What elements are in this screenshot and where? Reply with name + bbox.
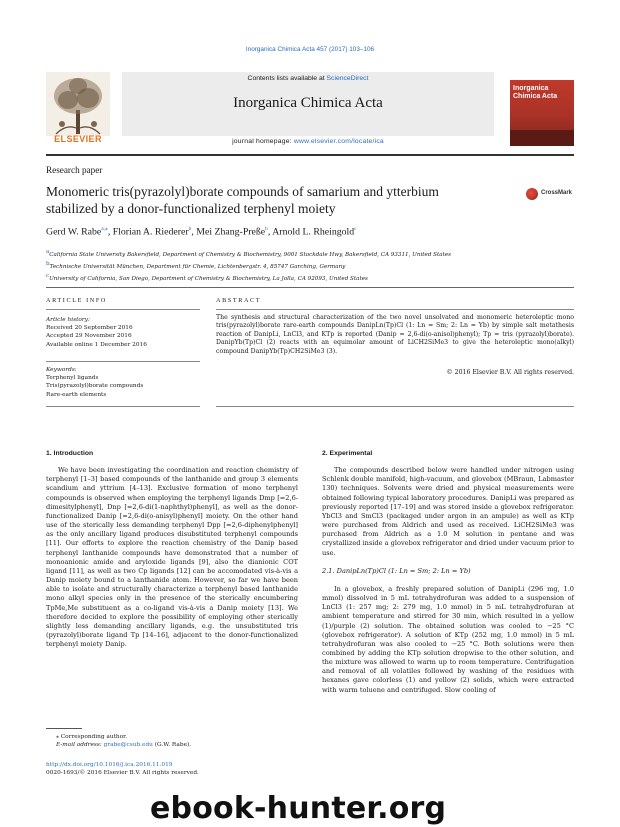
introduction-paragraph: We have been investigating the coordination and reaction chemistry of terphenyl [1–3] based compounds of the lanthanide and group 3 elements scandium and yttrium [4–13]. Exclusive formation of mono terphenyl compounds is observed when employing the terphenyl ligands Dmp [=2,6-dimesitylphenyl], Dnp [=2,6-di(1-naphthyl)phenyl], as well as the donor-functionalized Danip [=2,6-di(o-anisyl)phenyl] moiety. On the other hand use of the sterically less demanding terphenyl Dpp [=2,6-diphenylphenyl] as the only ancillary ligand produces disubstituted terphenyl compounds [11]. Our efforts to explore the reaction chemistry of the Danip based terphenyl lanthanide compounds have demonstrated that a number of monoanionic amide and aryloxide ligands [9], also the dianionic COT ligand [11], as well as two Cp ligands [12] can be accomodated vis-à-vis a Danip moiety bound to a lanthanide atom. However, so far we have been able to isolate and structurally characterize a terphenyl based lanthanide mono alkyl species only in the presence of the sterically encumbering TpMe,Me substituent as a co-ligand vis-à-vis a Danip moiety [13]. We therefore decided to explore the possibility of employing other sterically slightly less demanding ancillary ligands, e.g. the unsubstituted tris (pyrazolyl)borate ligand Tp [14–16], adjacent to the donor-functionalized terphenyl moiety Danip.: [46, 466, 298, 649]
homepage-link[interactable]: www.elsevier.com/locate/ica: [293, 138, 384, 145]
experimental-paragraph: The compounds described below were handled under nitrogen using Schlenk double manifold, high-vacuum, and glovebox (MBraun, Labmaster 130) techniques. Solvents were dried and physical measurements were obtained following typical laboratory procedures. DanipLi was prepared as previously reported [17–19] and was stored inside a glovebox refrigerator. YbCl3 and SmCl3 (packaged under argon in an ampule) as well as KTp were purchased from Aldrich and used as received. LiCH2SiMe3 was purchased from Aldrich as a 1.0 M solution in pentane and was crystallized inside a glovebox refrigerator and dried under vacuum prior to use.: [322, 466, 574, 557]
author-separator: ,: [267, 226, 273, 238]
email-link[interactable]: grabe@csub.edu: [103, 742, 153, 748]
article-info-heading: ARTICLE INFO: [46, 297, 107, 304]
affiliation-divider: [46, 287, 574, 288]
introduction-column: [46, 449, 298, 649]
abstract-text: The synthesis and structural characterization of the two novel unsolvated and monomeric heteroleptic mono tris(pyrazolyl)borate rare-earth compounds DanipLn(Tp)Cl (1: Ln = Sm; 2: Ln = Yb) by simple salt metathesis reaction of DanipLi, LnCl3, and KTp is reported (Danip = 2,6-di(o-anisol)phenyl); Tp = tris (pyrazolyl)borate). DanipYb(Tp)Cl (2) reacts with an equimolar amount of LiCH2SiMe3 to give the heteroleptic mono(alkyl) compound DanipYb(Tp)CH2SiMe3 (3).: [216, 314, 574, 355]
history-entry: Accepted 29 November 2016: [46, 333, 132, 340]
author-name[interactable]: Florian A. Riederer: [112, 226, 189, 238]
author-separator: ,: [191, 226, 197, 238]
journal-name: Inorganica Chimica Acta: [233, 95, 383, 111]
affiliation-text: University of California, San Diego, Department of Chemistry & Biochemistry, La Jolla, CA 92093, United States: [49, 275, 368, 282]
email-label: E-mail address:: [56, 742, 104, 748]
watermark: ebook-hunter.org: [150, 791, 447, 826]
history-label: Article history:: [46, 317, 90, 323]
email-suffix: (G.W. Rabe).: [152, 742, 192, 748]
crossmark-label: CrossMark: [541, 190, 573, 196]
author-separator: ,: [107, 226, 113, 238]
author-name[interactable]: Mei Zhang-Preße: [196, 226, 266, 238]
article-title: Monomeric tris(pyrazolyl)borate compounds of samarium and ytterbium stabilized by a donor-functionalized terphenyl moiety: [46, 184, 439, 216]
abstract-divider: [216, 406, 574, 407]
keyword: Terphenyl ligands: [46, 375, 99, 382]
homepage-line: [122, 138, 494, 145]
homepage-prefix: journal homepage:: [232, 138, 294, 145]
author-name[interactable]: Gerd W. Rabe: [46, 226, 102, 238]
sciencedirect-link[interactable]: ScienceDirect: [326, 75, 369, 82]
crossmark-badge[interactable]: [526, 188, 574, 202]
contents-prefix: Contents lists available at: [247, 75, 327, 82]
article-info-divider: [46, 309, 200, 310]
affiliation-mark: b: [46, 261, 50, 268]
header-divider: [46, 154, 574, 156]
affiliation-mark: c: [46, 273, 50, 280]
keyword: Rare-earth elements: [46, 391, 107, 398]
affiliation-list: [46, 248, 574, 284]
contents-line: [122, 75, 494, 82]
affiliation-text: Technische Universität München, Department für Chemie, Lichtenbergstr. 4, 85747 Garching, Germany: [49, 263, 346, 270]
author-list: [46, 226, 357, 237]
corresponding-author-note: ⁎ Corresponding author.: [56, 734, 128, 740]
affiliation-text: California State University Bakersfield, Department of Chemistry & Biochemistry, 9001 Stockdale Hwy, Bakersfield, CA 93311, United States: [49, 251, 452, 258]
history-entry: Available online 1 December 2016: [46, 341, 147, 348]
keyword: Tris(pyrazolyl)borate compounds: [46, 383, 144, 390]
experimental-heading: 2. Experimental: [322, 450, 373, 457]
journal-header: [46, 64, 574, 152]
affiliation-item: [46, 272, 574, 284]
author-affiliation-mark[interactable]: b: [265, 226, 268, 232]
article-info-divider: [46, 406, 200, 407]
abstract-divider: [216, 309, 574, 310]
experimental-column: [322, 449, 574, 695]
email-line: [46, 741, 298, 749]
cover-title: Inorganica Chimica Acta: [513, 85, 558, 100]
article-type: Research paper: [46, 165, 103, 175]
cover-strip: [510, 130, 574, 146]
author-name[interactable]: Arnold L. Rheingold: [272, 226, 355, 238]
author-affiliation-mark[interactable]: b: [188, 226, 192, 232]
article-info-divider: [46, 361, 200, 362]
doi-link[interactable]: http://dx.doi.org/10.1016/j.ica.2016.11.019: [46, 762, 173, 768]
publisher-name: ELSEVIER: [54, 134, 102, 144]
journal-citation[interactable]: Inorganica Chimica Acta 457 (2017) 103–106: [245, 46, 375, 53]
journal-cover-thumbnail: [510, 80, 574, 146]
abstract-copyright: © 2016 Elsevier B.V. All rights reserved.: [446, 369, 574, 376]
introduction-heading: 1. Introduction: [46, 450, 94, 457]
experimental-paragraph: In a glovebox, a freshly prepared solution of DanipLi (296 mg, 1.0 mmol) dissolved in 5 mL tetrahydrofuran was added to a suspension of LnCl3 (1: 257 mg; 2: 279 mg, 1.0 mmol) in 5 mL tetrahydrofuran at ambient temperature and stirred for 30 min, which resulted in a yellow (1)/purple (2) solution. The obtained solution was cooled to −25 °C (glovebox refrigerator). A solution of KTp (252 mg, 1.0 mmol) in 5 mL tetrahydrofuran was also cooled to −25 °C. Both solutions were then combined by adding the KTp solution dropwise to the other solution, and the mixture was allowed to warm up to room temperature. Centrifugation and removal of all volatiles followed by washing of the residues with hexanes gave colorless (1) and yellow (2) solids, which were extracted with warm toluene and centrifuged. Slow cooling of: [322, 584, 574, 694]
abstract-heading: ABSTRACT: [216, 297, 262, 304]
affiliation-item: [46, 260, 574, 272]
article-history: [46, 316, 200, 349]
history-entry: Received 20 September 2016: [46, 325, 133, 332]
author-affiliation-mark[interactable]: c: [354, 226, 357, 232]
affiliation-mark: a: [46, 249, 50, 255]
keywords-label: Keywords:: [46, 367, 77, 373]
affiliation-item: [46, 248, 574, 260]
author-affiliation-mark[interactable]: a,⁎: [101, 226, 108, 232]
issn-line: 0020-1693/© 2016 Elsevier B.V. All rights reserved.: [46, 770, 199, 776]
keywords: [46, 366, 200, 399]
footnote-divider: [46, 728, 82, 729]
crossmark-icon: [526, 188, 538, 200]
footnote: [46, 733, 298, 749]
subsection-heading: 2.1. DanipLn(Tp)Cl (1: Ln = Sm; 2: Ln = Yb): [322, 566, 471, 575]
